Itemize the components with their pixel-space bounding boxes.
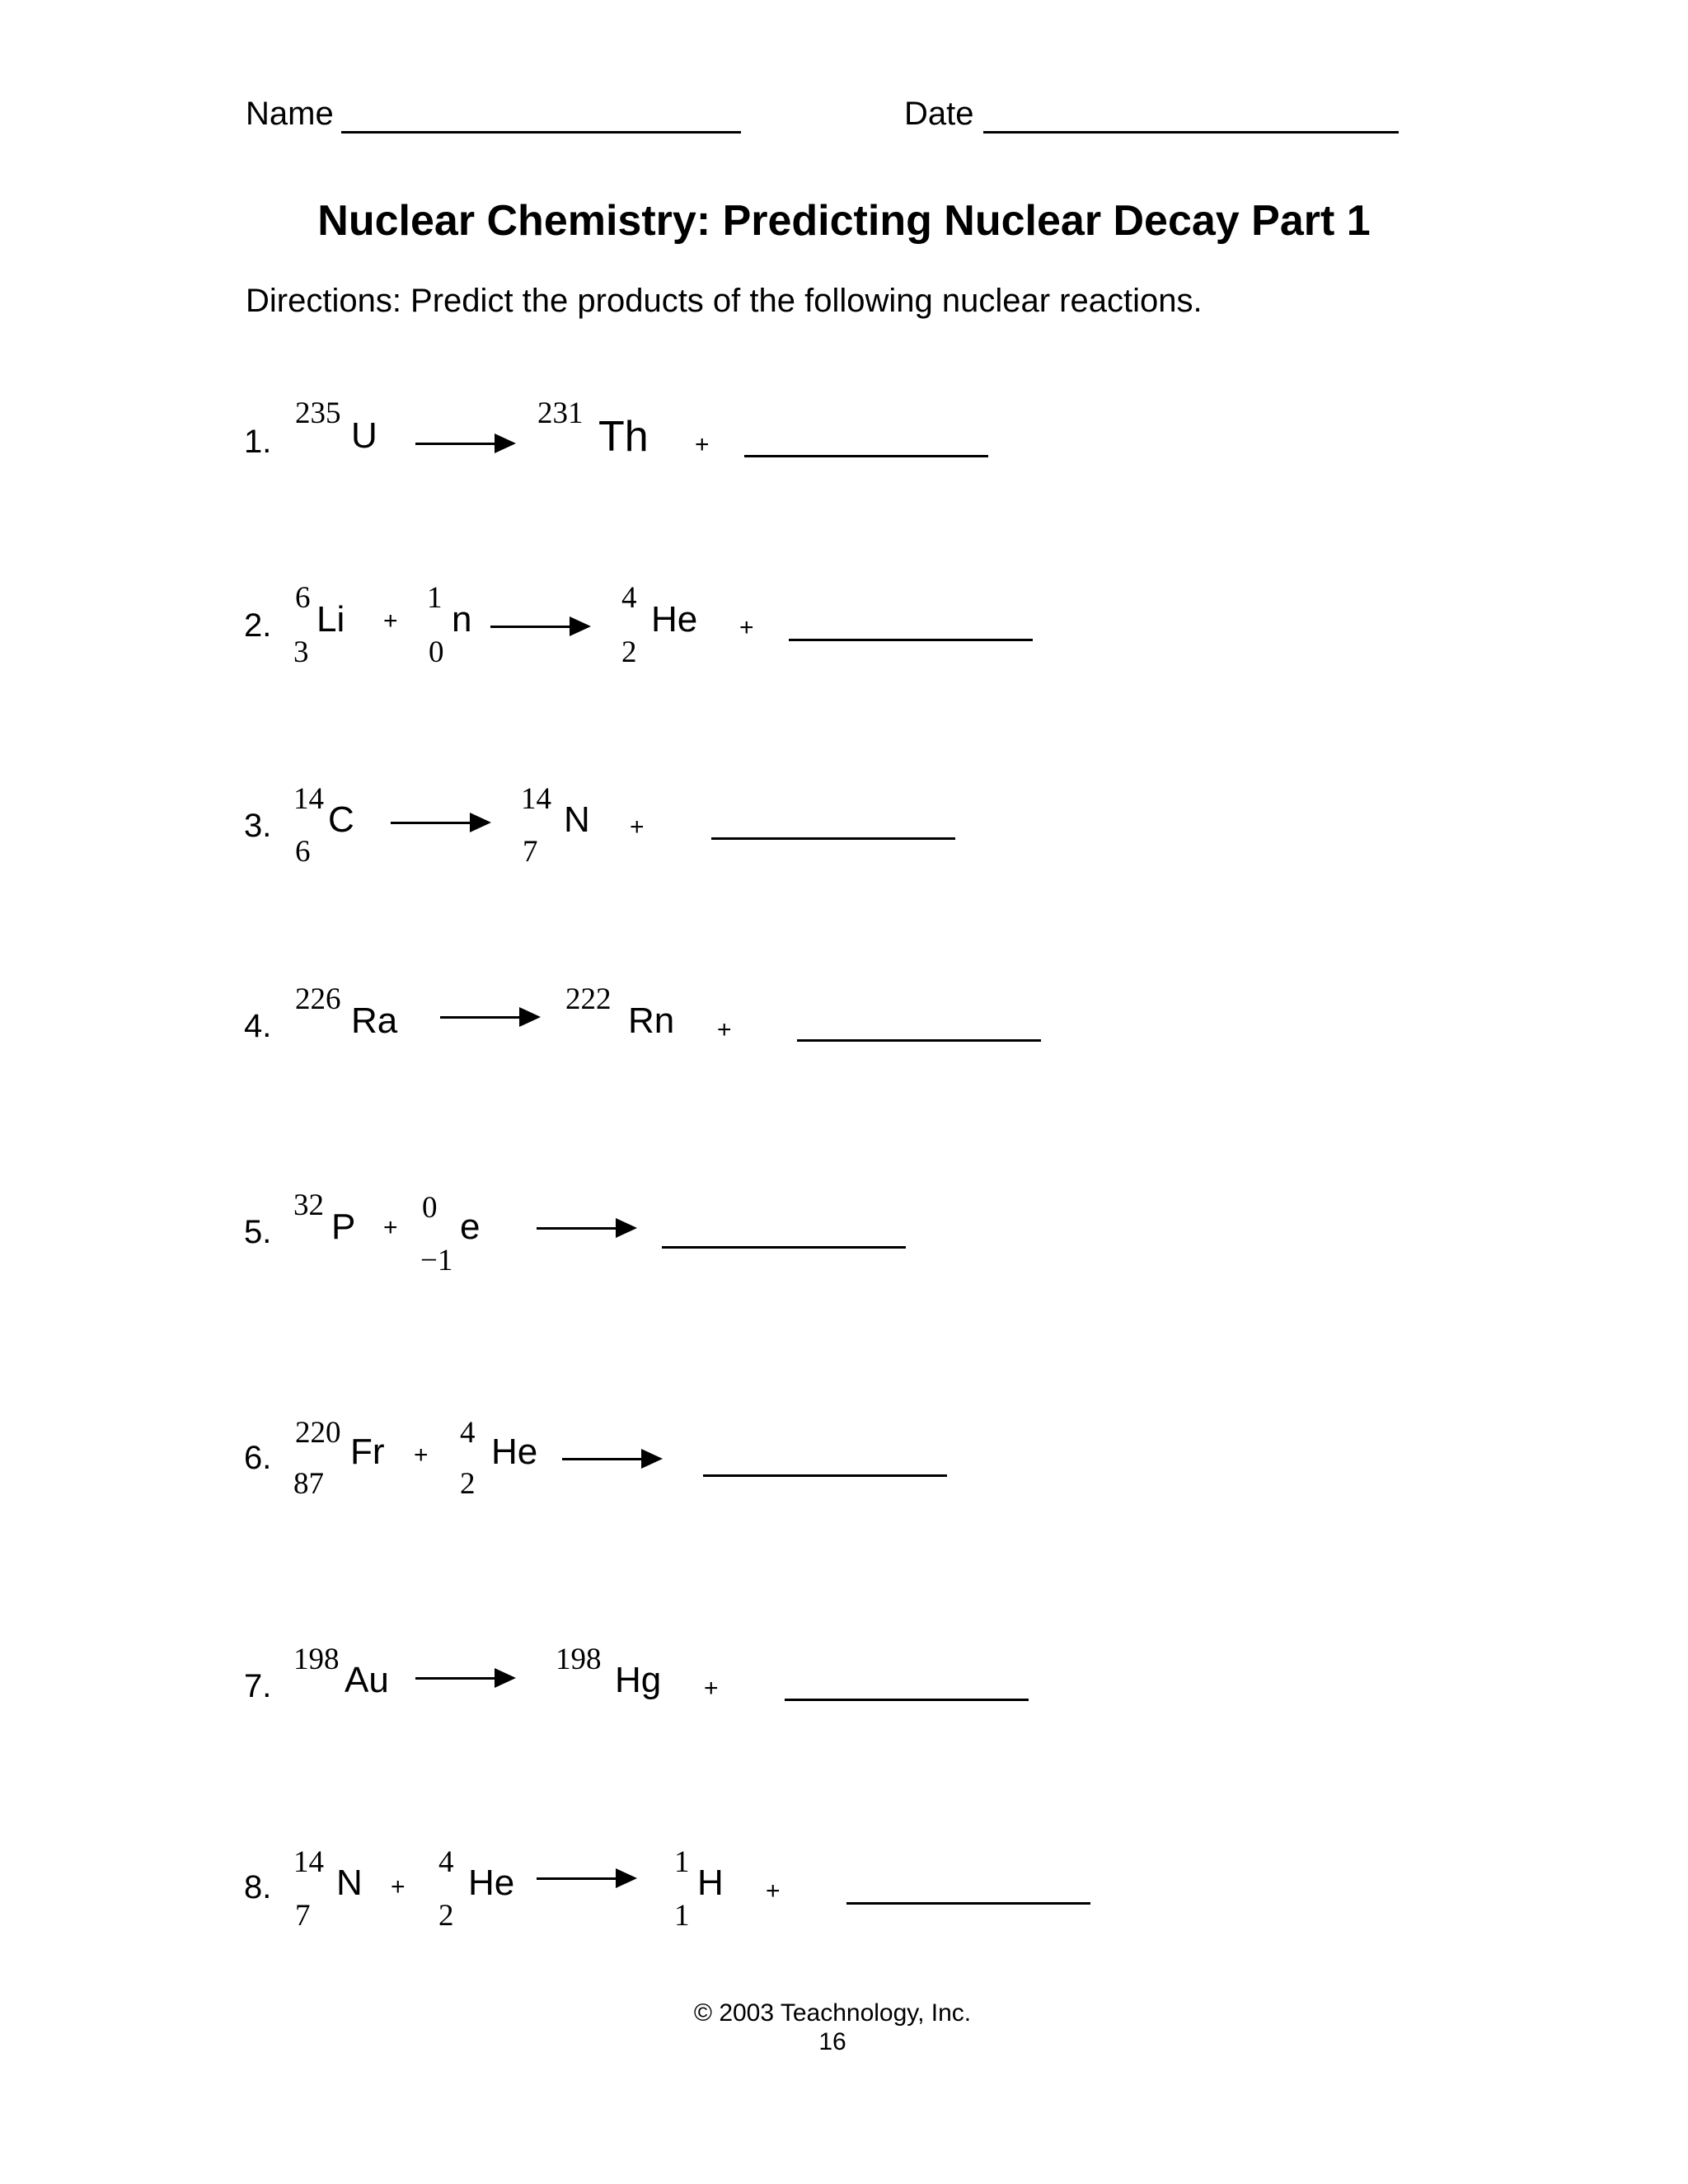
- atomic-number: 7: [523, 835, 538, 869]
- answer-blank[interactable]: [744, 455, 988, 457]
- element-symbol: P: [331, 1207, 356, 1247]
- reaction-arrow: [415, 1677, 513, 1680]
- mass-number: 14: [293, 782, 324, 816]
- name-field[interactable]: [341, 131, 741, 134]
- element-symbol: U: [351, 415, 377, 456]
- element-symbol: C: [328, 799, 354, 840]
- element-symbol: Li: [316, 599, 345, 640]
- reaction-arrow: [415, 443, 513, 445]
- answer-blank[interactable]: [797, 1039, 1041, 1042]
- atomic-number: 6: [295, 835, 311, 869]
- atomic-number: −1: [420, 1244, 453, 1277]
- element-symbol: Au: [345, 1660, 389, 1700]
- element-symbol: N: [564, 799, 590, 840]
- mass-number: 235: [295, 396, 341, 430]
- atomic-number: 2: [621, 635, 637, 669]
- mass-number: 231: [537, 396, 584, 430]
- reaction-arrow: [440, 1016, 537, 1019]
- mass-number: 14: [293, 1845, 324, 1879]
- element-symbol: He: [491, 1432, 538, 1472]
- element-symbol: e: [460, 1207, 481, 1247]
- name-label: Name: [246, 96, 334, 132]
- mass-number: 14: [521, 782, 551, 816]
- element-symbol: Rn: [628, 1001, 675, 1041]
- plus-sign: +: [704, 1675, 719, 1702]
- mass-number: 226: [295, 982, 341, 1016]
- mass-number: 6: [295, 581, 311, 615]
- reaction-arrow: [537, 1227, 634, 1230]
- mass-number: 4: [438, 1845, 454, 1879]
- item-number: 5.: [244, 1214, 272, 1250]
- plus-sign: +: [391, 1873, 406, 1900]
- atomic-number: 7: [295, 1899, 311, 1933]
- item-number: 1.: [244, 424, 272, 460]
- item-number: 3.: [244, 808, 272, 844]
- mass-number: 1: [674, 1845, 690, 1879]
- element-symbol: Th: [598, 413, 649, 461]
- mass-number: 198: [293, 1643, 340, 1676]
- reaction-arrow: [490, 626, 588, 628]
- mass-number: 222: [565, 982, 612, 1016]
- page-title: Nuclear Chemistry: Predicting Nuclear Decay Part 1: [317, 197, 1371, 245]
- element-symbol: He: [651, 599, 698, 640]
- date-label: Date: [904, 96, 974, 132]
- mass-number: 32: [293, 1188, 324, 1222]
- mass-number: 1: [427, 581, 443, 615]
- item-number: 6.: [244, 1440, 272, 1476]
- atomic-number: 2: [438, 1899, 454, 1933]
- answer-blank[interactable]: [703, 1474, 947, 1477]
- plus-sign: +: [766, 1877, 781, 1905]
- mass-number: 4: [621, 581, 637, 615]
- answer-blank[interactable]: [846, 1902, 1090, 1905]
- element-symbol: Hg: [615, 1660, 662, 1700]
- atomic-number: 1: [674, 1899, 690, 1933]
- plus-sign: +: [630, 813, 645, 841]
- element-symbol: N: [336, 1863, 363, 1903]
- answer-blank[interactable]: [789, 639, 1033, 641]
- plus-sign: +: [739, 614, 754, 641]
- plus-sign: +: [383, 1214, 398, 1241]
- mass-number: 220: [295, 1416, 341, 1450]
- item-number: 8.: [244, 1869, 272, 1905]
- plus-sign: +: [383, 607, 398, 635]
- page-number: 16: [818, 2028, 846, 2055]
- reaction-arrow: [391, 822, 488, 824]
- plus-sign: +: [414, 1441, 429, 1469]
- mass-number: 4: [460, 1416, 476, 1450]
- reaction-arrow: [562, 1458, 659, 1460]
- copyright-text: © 2003 Teachnology, Inc.: [693, 1999, 972, 2027]
- directions-text: Directions: Predict the products of the following nuclear reactions.: [246, 283, 1203, 319]
- plus-sign: +: [717, 1016, 732, 1043]
- date-field[interactable]: [983, 131, 1399, 134]
- atomic-number: 2: [460, 1467, 476, 1501]
- mass-number: 0: [422, 1191, 438, 1225]
- answer-blank[interactable]: [785, 1699, 1029, 1701]
- atomic-number: 0: [429, 635, 444, 669]
- element-symbol: Fr: [350, 1432, 385, 1472]
- element-symbol: H: [697, 1863, 724, 1903]
- item-number: 2.: [244, 607, 272, 644]
- answer-blank[interactable]: [711, 837, 955, 840]
- item-number: 7.: [244, 1668, 272, 1704]
- item-number: 4.: [244, 1008, 272, 1044]
- answer-blank[interactable]: [662, 1246, 906, 1249]
- element-symbol: n: [452, 599, 472, 640]
- plus-sign: +: [695, 431, 710, 458]
- element-symbol: He: [468, 1863, 515, 1903]
- reaction-arrow: [537, 1877, 634, 1880]
- mass-number: 198: [556, 1643, 602, 1676]
- atomic-number: 3: [293, 635, 309, 669]
- element-symbol: Ra: [351, 1001, 398, 1041]
- atomic-number: 87: [293, 1467, 324, 1501]
